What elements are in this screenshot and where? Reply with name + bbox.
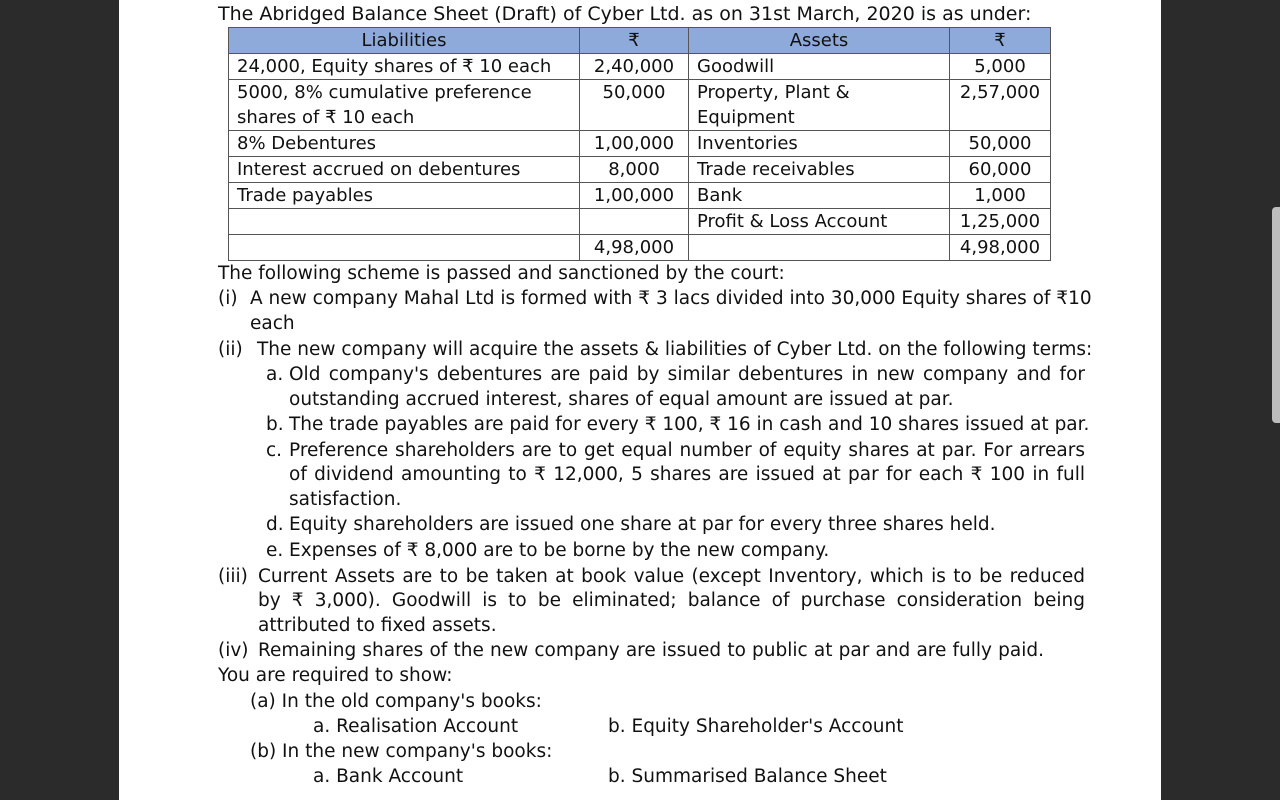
header-amount: ₹ <box>950 28 1051 54</box>
liability-amount <box>580 209 689 235</box>
item-iii-text-cont: by ₹ 3,000). Goodwill is to be eliminated; balance of purchase consideration being <box>258 590 1085 611</box>
sub-item-c-label: c. <box>266 440 283 461</box>
item-iv-text: Remaining shares of the new company are issued to public at par and are fully paid. <box>258 640 1044 661</box>
item-iii-text-end: attributed to fixed assets. <box>258 615 497 636</box>
sub-item-d-label: d. <box>266 514 284 535</box>
document-title: The Abridged Balance Sheet (Draft) of Cyber Ltd. as on 31st March, 2020 is as under: <box>218 3 1032 25</box>
sub-item-e-text: Expenses of ₹ 8,000 are to be borne by the new company. <box>289 540 830 561</box>
asset-cell: Profit & Loss Account <box>689 209 950 235</box>
table-row <box>229 157 1051 183</box>
old-company-heading: (a) In the old company's books: <box>250 691 542 712</box>
scheme-intro: The following scheme is passed and sanctioned by the court: <box>218 263 785 284</box>
new-company-item-a: a. Bank Account <box>313 766 464 787</box>
sub-item-c-text-cont: of dividend amounting to ₹ 12,000, 5 shares are issued at par for each ₹ 100 in full <box>289 464 1085 485</box>
item-i-text: A new company Mahal Ltd is formed with ₹ 3 lacs divided into 30,000 Equity shares of ₹10 <box>250 288 1092 309</box>
asset-cell: Property, Plant & Equipment <box>689 80 950 131</box>
liability-amount: 1,00,000 <box>580 131 689 157</box>
asset-amount: 50,000 <box>950 131 1051 157</box>
asset-amount: 1,000 <box>950 183 1051 209</box>
scrollbar-thumb[interactable] <box>1272 207 1280 423</box>
item-ii-text: The new company will acquire the assets & liabilities of Cyber Ltd. on the following terms: <box>257 339 1093 360</box>
liability-cell: 24,000, Equity shares of ₹ 10 each <box>229 54 580 80</box>
header-amount: ₹ <box>580 28 689 54</box>
asset-amount: 2,57,000 <box>950 80 1051 131</box>
asset-cell: Inventories <box>689 131 950 157</box>
asset-cell <box>689 235 950 261</box>
header-assets: Assets <box>689 28 950 54</box>
item-i-text-cont: each <box>250 313 295 334</box>
table-total-row <box>229 235 1051 261</box>
asset-cell: Bank <box>689 183 950 209</box>
sub-item-a-text: Old company's debentures are paid by similar debentures in new company and for <box>289 364 1085 385</box>
item-ii-number: (ii) <box>218 339 243 360</box>
asset-amount: 60,000 <box>950 157 1051 183</box>
item-i-number: (i) <box>218 288 238 309</box>
table-row <box>229 80 1051 131</box>
sub-item-b-label: b. <box>266 414 284 435</box>
liability-amount: 8,000 <box>580 157 689 183</box>
sub-item-e-label: e. <box>266 540 284 561</box>
item-iii-text: Current Assets are to be taken at book value (except Inventory, which is to be reduced <box>258 566 1085 587</box>
sub-item-b-text: The trade payables are paid for every ₹ 100, ₹ 16 in cash and 10 shares issued at par. <box>289 414 1090 435</box>
asset-total: 4,98,000 <box>950 235 1051 261</box>
required-heading: You are required to show: <box>218 665 453 686</box>
asset-cell: Goodwill <box>689 54 950 80</box>
sub-item-a-text-cont: outstanding accrued interest, shares of equal amount are issued at par. <box>289 389 954 410</box>
table-row <box>229 54 1051 80</box>
header-liabilities: Liabilities <box>229 28 580 54</box>
asset-amount: 5,000 <box>950 54 1051 80</box>
liability-cell: Interest accrued on debentures <box>229 157 580 183</box>
new-company-heading: (b) In the new company's books: <box>250 741 553 762</box>
liability-cell: 8% Debentures <box>229 131 580 157</box>
sub-item-c-text: Preference shareholders are to get equal number of equity shares at par. For arrears <box>289 440 1085 461</box>
liability-cell: Trade payables <box>229 183 580 209</box>
old-company-item-a: a. Realisation Account <box>313 716 519 737</box>
item-iii-number: (iii) <box>218 566 248 587</box>
liability-cell <box>229 235 580 261</box>
table-row <box>229 131 1051 157</box>
liability-amount: 1,00,000 <box>580 183 689 209</box>
sub-item-d-text: Equity shareholders are issued one share at par for every three shares held. <box>289 514 996 535</box>
liability-total: 4,98,000 <box>580 235 689 261</box>
liability-cell: 5000, 8% cumulative preference shares of ₹ 10 each <box>229 80 580 131</box>
liability-amount: 50,000 <box>580 80 689 131</box>
liability-cell <box>229 209 580 235</box>
liability-amount: 2,40,000 <box>580 54 689 80</box>
new-company-item-b: b. Summarised Balance Sheet <box>608 766 887 787</box>
asset-cell: Trade receivables <box>689 157 950 183</box>
asset-amount: 1,25,000 <box>950 209 1051 235</box>
item-iv-number: (iv) <box>218 640 249 661</box>
table-row <box>229 183 1051 209</box>
sub-item-a-label: a. <box>266 364 284 385</box>
old-company-item-b: b. Equity Shareholder's Account <box>608 716 904 737</box>
table-header-row <box>229 28 1051 54</box>
balance-sheet-table <box>228 27 1051 261</box>
sub-item-c-text-end: satisfaction. <box>289 489 402 510</box>
table-row <box>229 209 1051 235</box>
